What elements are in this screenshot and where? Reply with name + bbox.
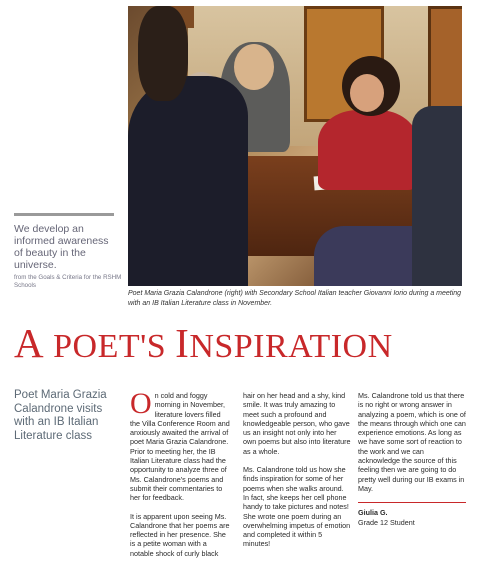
article-headline: A POET'S INSPIRATION (14, 320, 393, 366)
drop-cap: O (130, 387, 152, 420)
paragraph: It is apparent upon seeing Ms. Calandrone that her poems are reflected in her presence. She is a petite woman with a notable shock of curly black (130, 511, 230, 558)
author-role: Grade 12 Student (358, 517, 415, 527)
article-photo (128, 6, 462, 286)
paragraph: hair on her head and a shy, kind smile. It was truly amazing to meet such a profound and knowledgeable person, who gave us an insight not only into her own poems but also into literature as a whole. (243, 391, 351, 456)
signature-divider (358, 502, 466, 503)
article-subhead: Poet Maria Grazia Calandrone visits with an IB Italian Literature class (14, 389, 107, 442)
pull-quote: We develop an informed awareness of beauty in the universe. (14, 223, 109, 271)
article-column-3 (358, 391, 466, 527)
article-column-2 (243, 391, 351, 558)
quote-source: from the Goals & Criteria for the RSHM Schools (14, 274, 122, 289)
paragraph: Ms. Calandrone told us that there is no right or wrong answer in analyzing a poem, which is one of the means through which one can experience emotions. As long as we have some sort of reaction to the work and we can acknowledge the source of this feeling then we are going to do pretty well during our IB exams in May. (358, 391, 466, 493)
photo-caption: Poet Maria Grazia Calandrone (right) with Secondary School Italian teacher Giovanni Iorio during a meeting with an IB Italian Literature class in November. (128, 290, 462, 307)
paragraph: n cold and foggy morning in November, literature lovers filled the Villa Conference Room and anxiously awaited the arrival of poet Maria Grazia Calandrone. Prior to meeting her, the IB Italian Literature class had the opportunity to analyze three of Ms. Calandrone's poems and submit their commentaries to her for feedback. (130, 391, 230, 503)
article-column-1 (130, 387, 230, 567)
painting (428, 6, 462, 122)
quote-divider (14, 213, 114, 216)
paragraph: Ms. Calandrone told us how she finds inspiration for some of her poems when she walks around. In fact, she keeps her cell phone handy to take pictures and notes! She wrote one poem during an overwhelming impetus of emotion and completed it within 5 minutes! (243, 465, 351, 549)
author-name: Giulia G. (358, 508, 388, 518)
